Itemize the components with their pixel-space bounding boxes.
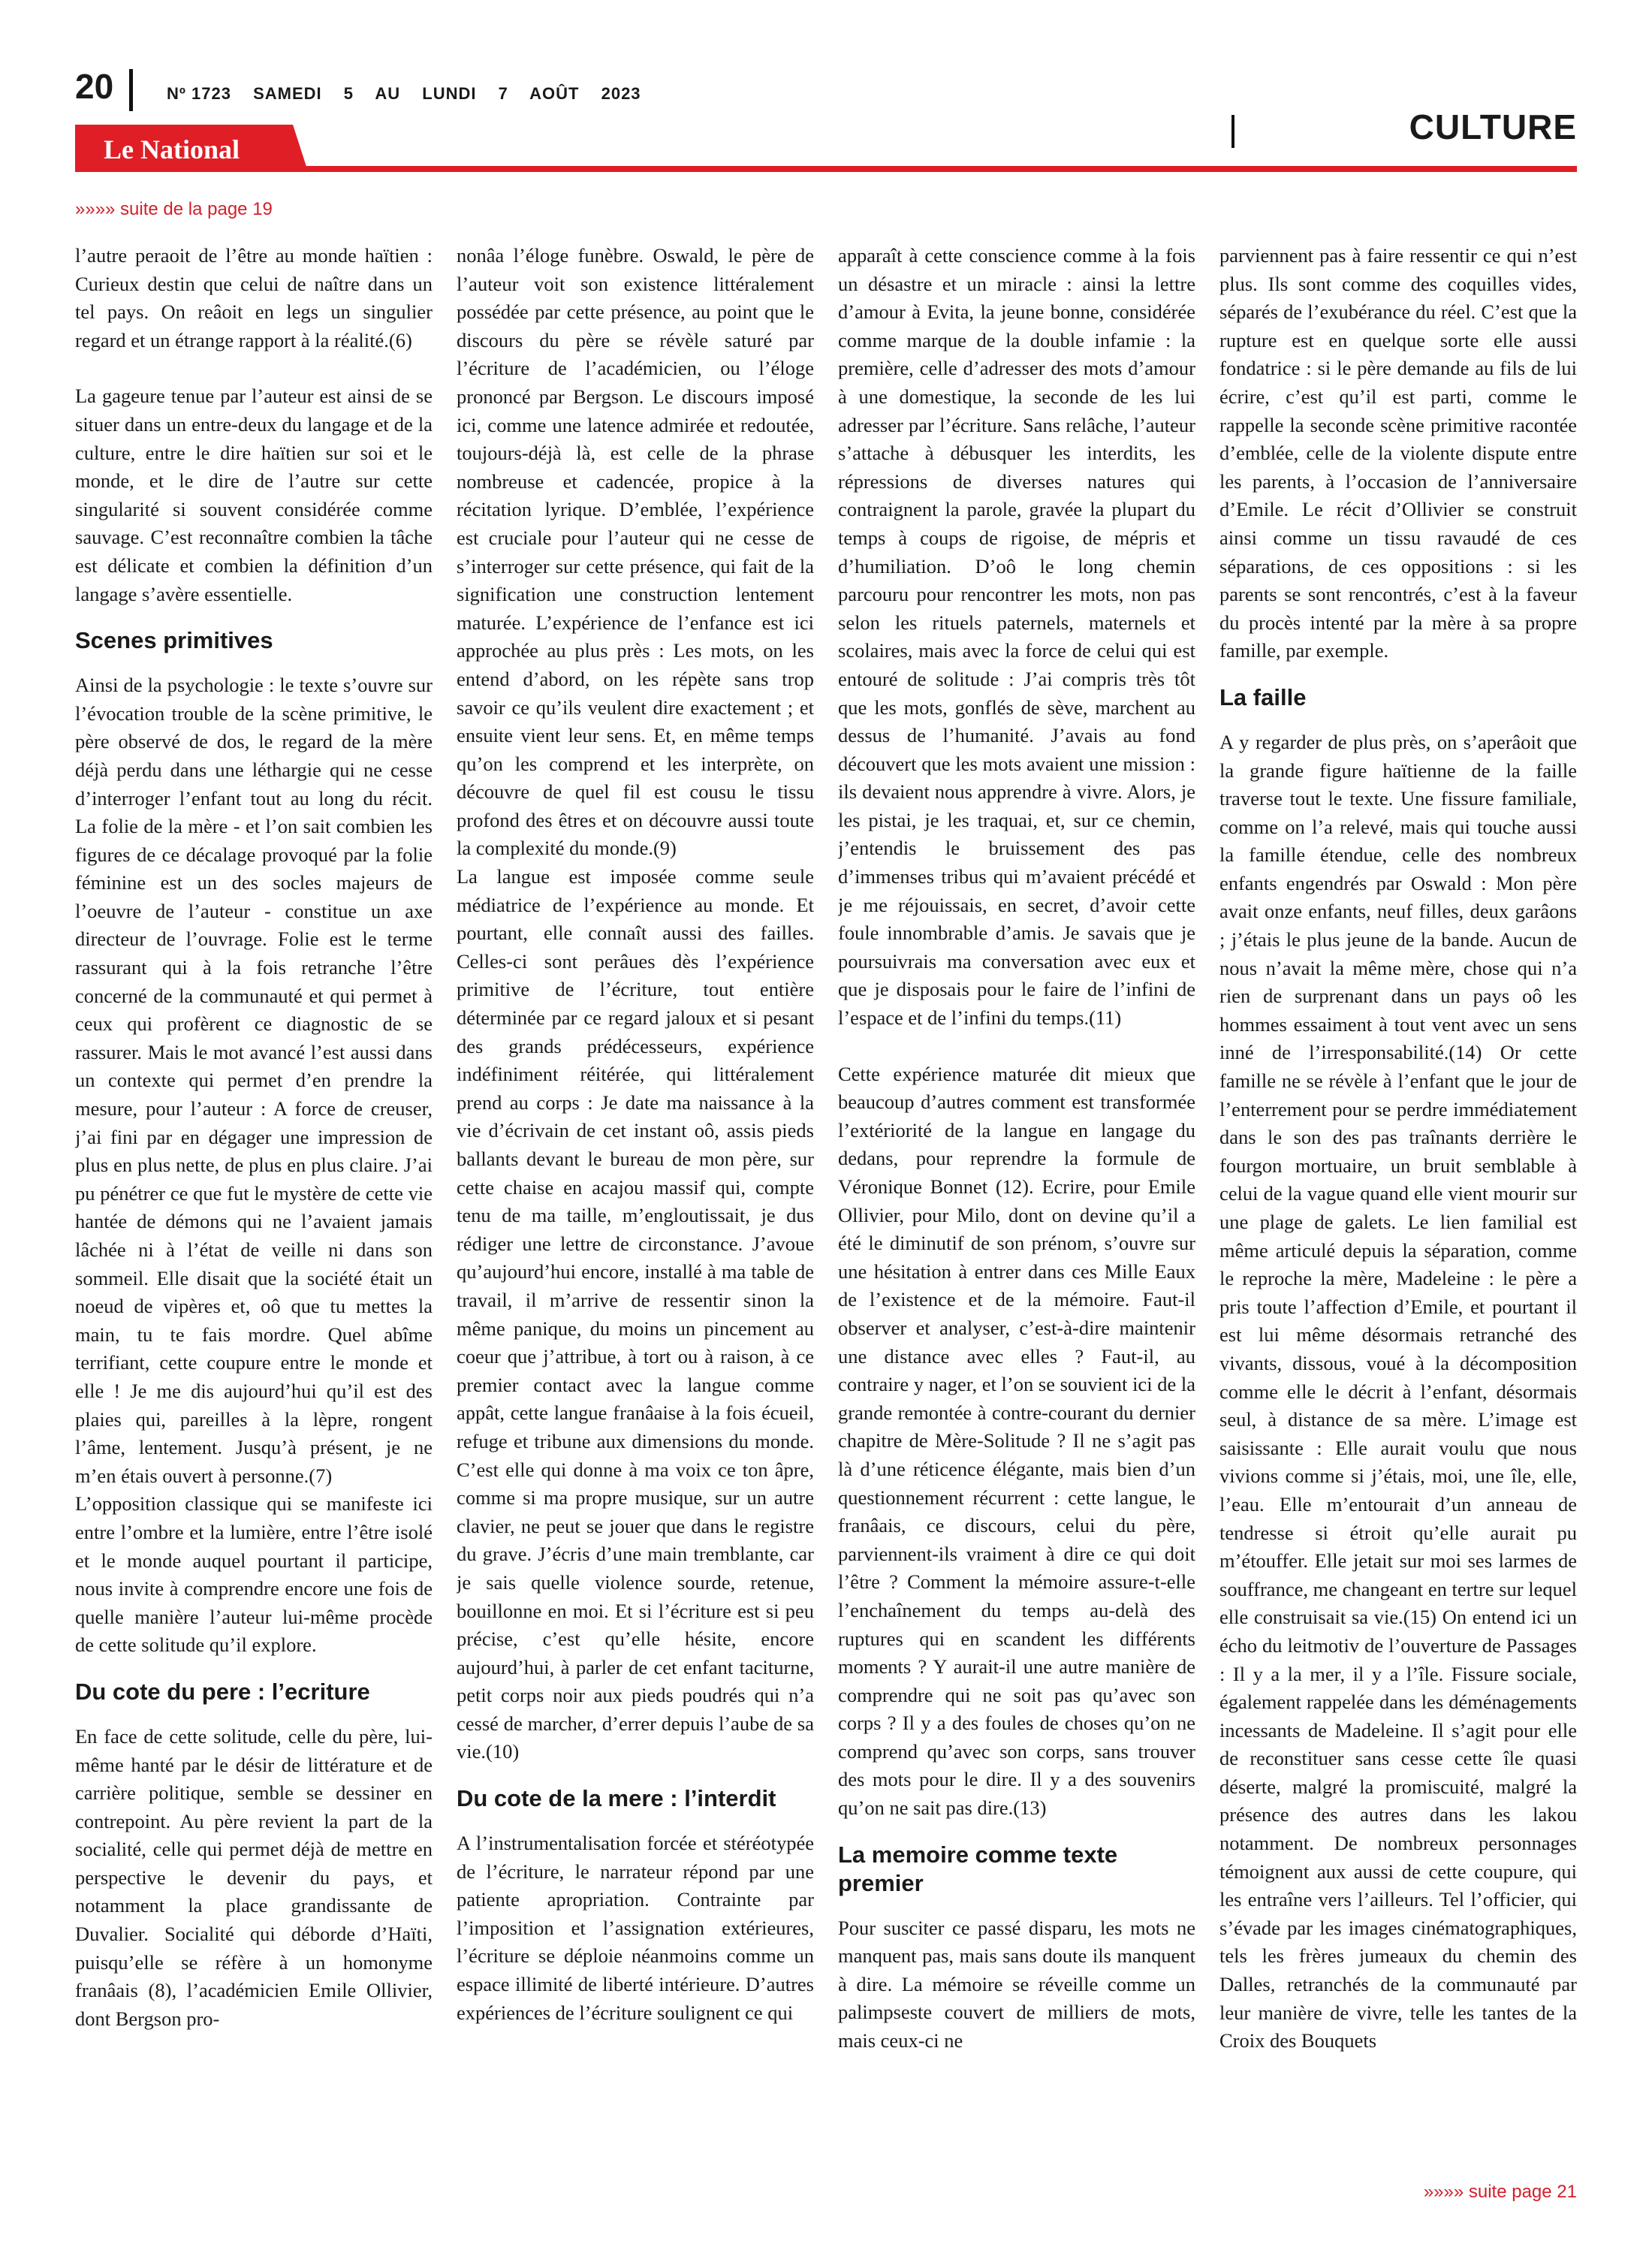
section-divider bbox=[1231, 115, 1234, 148]
paragraph: La langue est imposée comme seule médiatrice de l’expérience au monde. Et pourtant, elle connaît aussi des failles. Celles-ci sont perâues dès l’expérience primitive de l’écriture, tout entière déterminée par ce regard jaloux et si pesant des grands prédécesseurs, expérience indéfiniment réitérée, qui littéralement prend au corps : Je date ma naissance à la vie d’écrivain de cet instant oô, assis pieds ballants devant le bureau de mon père, sur cette chaise en acajou massif qui, compte tenu de ma taille, m’engloutissait, je dus rédiger une lettre de circonstance. J’avoue qu’aujourd’hui encore, installé à ma table de travail, il m’arrive de ressentir sinon la même panique, du moins un pincement au coeur que j’attribue, à tort ou à raison, à ce premier contact avec la langue comme appât, cette langue franâaise à la fois écueil, refuge et tribune aux dimensions du monde. C’est elle qui donne à ma voix ce ton âpre, comme si ma propre musique, sur un autre clavier, ne peut se jouer que dans le registre du grave. J’écris d’une main tremblante, car je sais quelle violence sourde, retenue, bouillonne en moi. Et si l’écriture est si peu précise, c’est qu’elle hésite, encore aujourd’hui, à parler de cet enfant taciturne, petit corps noir aux pieds poudrés qui n’a cessé de marcher, d’errer depuis l’aube de sa vie.(10) bbox=[457, 865, 814, 1763]
date-day-end: LUNDI bbox=[422, 84, 477, 103]
date-day-start: SAMEDI bbox=[253, 84, 322, 103]
subheading-la-memoire: La memoire comme texte premier bbox=[838, 1841, 1118, 1896]
masthead-logo: Le National bbox=[104, 134, 240, 164]
paragraph: l’autre peraoit de l’être au monde haïtien : Curieux destin que celui de naître dans un tel pays. On reâoit en legs un singulier regard et un étrange rapport à la réalité.(6) bbox=[75, 244, 433, 351]
paragraph: L’opposition classique qui se manifeste ici entre l’ombre et la lumière, entre l’être isolé et le monde auquel pourtant il participe, nous invite à comprendre encore une fois de quelle manière l’auteur lui-même procède de cette solitude qu’il explore. bbox=[75, 1492, 433, 1657]
paragraph: apparaît à cette conscience comme à la fois un désastre et un miracle : ainsi la lettre d’amour à Evita, la jeune bonne, considérée comme marque de la double infamie : la première, celle d’adresser des mots d’amour à une domestique, la seconde de les lui adresser par l’écriture. Sans relâche, l’auteur s’attache à débusquer les interdits, les répressions de diverses natures qui contraignent la parole, gravée la plupart du temps à coups de rigoise, de mépris et d’humiliation. D’oô le long chemin parcouru pour rencontrer les mots, non pas selon les rituels paternels, maternels et scolaires, mais avec la force de celui qui est entouré de solitude : J’ai compris très tôt que les mots, gonflés de sève, marchent au dessus de l’humanité. J’avais au fond découvert que les mots avaient une mission : ils devaient nous apprendre à vivre. Alors, je les pistai, je les traquai, et, sur ce chemin, j’entendis le bruissement des pas d’immenses tribus qui m’avaient précédé et je me réjouissais, en secret, d’avoir cette foule innombrable d’amis. Je savais que je poursuivrais ma conversation avec eux et que je disposais pour le faire de l’infini de l’espace et de l’infini du temps.(11) bbox=[838, 244, 1195, 1030]
paragraph: La gageure tenue par l’auteur est ainsi de se situer dans un entre-deux du langage et de la culture, entre le dire haïtien sur soi et le monde, et le dire de l’autre sur cette singularité si souvent considérée comme sauvage. C’est reconnaître combien la tâche est délicate et combien la définition d’un langage s’avère essentielle. bbox=[75, 385, 433, 605]
paragraph: nonâa l’éloge funèbre. Oswald, le père de l’auteur voit son existence littéralement possédée par cette présence, au point que le discours du père se révèle saturé par l’écriture de l’académicien, ou l’éloge prononcé par Bergson. Le discours imposé ici, comme une latence admirée et redoutée, toujours-déjà là, est celle de la phrase nombreuse et cadencée, propice à la récitation lyrique. D’emblée, l’expérience est cruciale pour l’auteur qui ne cesse de s’interroger sur cette présence, qui fait de la signification une construction lentement maturée. L’expérience de l’enfance est ici approchée au plus près : Les mots, on les entend d’abord, on les répète sans trop savoir ce qu’ils veulent dire exactement ; et ensuite vient leur sens. Et, en même temps qu’on les comprend et les interprète, on découvre de quel fil est cousu le tissu profond des êtres et on découvre aussi toute la complexité du monde.(9) bbox=[457, 244, 814, 860]
page-number: 20 bbox=[75, 67, 114, 106]
paragraph: A y regarder de plus près, on s’aperâoit que la grande figure haïtienne de la faille traverse tout le texte. Une fissure familiale, comme on l’a relevé, mais qui touche aussi la famille étendue, celle des nombreux enfants engendrés par Oswald : Mon père avait onze enfants, neuf filles, deux garâons ; j’étais le plus jeune de la bande. Aucun de nous n’avait la même mère, chose qui n’a rien de surprenant dans un pays oô les hommes essaiment à tout vent avec un sens inné de l’irresponsabilité.(14) Or cette famille ne se révèle à l’enfant que le jour de l’enterrement pour se perdre immédiatement dans le son des pas traînants derrière le fourgon mortuaire, un bruit semblable à celui de la vague quand elle vient mourir sur une plage de galets. Le lien familial est même articulé depuis la séparation, comme le reproche la mère, Madeleine : le père a pris toute l’affection d’Emile, et pourtant il est lui même désormais retranché des vivants, dissous, voué à la décomposition comme elle le décrit à l’enfant, désormais seul, à distance de sa mère. L’image est saisissante : Elle aurait voulu que nous vivions comme si j’étais, moi, une île, elle, l’eau. Elle m’entourait d’un anneau de tendresse si étroit qu’elle aurait pu m’étouffer. Elle jetait sur moi ses larmes de souffrance, me changeant en tertre sur lequel elle construisait sa vie.(15) On entend ici un écho du leitmotiv de l’ouverture de Passages : Il y a la mer, il y a l’île. Fissure sociale, également rappelée dans les déménagements incessants de Madeleine. Il s’agit pour elle de reconstituer sans cesse cette île quasi déserte, malgré la promiscuité, malgré la présence des autres dans les lakou notamment. De nombreux personnages témoignent aux aussi de cette coupure, qui les entraîne vers l’ailleurs. Tel l’officier, qui s’évade par les images cinématographiques, tels les frères jumeaux du chemin des Dalles, retranchés de la communauté par leur manière de vivre, telle les tantes de la Croix des Bouquets bbox=[1219, 730, 1577, 2052]
article-column-2 bbox=[457, 242, 814, 2179]
continued-from-link[interactable]: »»»» suite de la page 19 bbox=[75, 199, 273, 219]
page-number-divider bbox=[129, 69, 133, 111]
subheading-scenes-primitives: Scenes primitives bbox=[75, 627, 273, 654]
paragraph: parviennent pas à faire ressentir ce qui n’est plus. Ils sont comme des coquilles vides, séparés de l’exubérance du réel. C’est que la rupture est en quelque sorte elle aussi fondatrice : si le père demande au fils de lui écrire, c’est qu’il est parti, comme le rappelle la seconde scène primitive racontée d’emblée, celle de la violente dispute entre les parents, à l’occasion de l’anniversaire d’Emile. Le récit d’Ollivier se construit ainsi comme un tissu ravaudé de ces séparations, de ces oppositions : si les parents se sont rencontrés, c’est à la faveur du procès intenté par la mère à sa propre famille, par exemple. bbox=[1219, 244, 1577, 662]
article-column-3 bbox=[838, 242, 1195, 2179]
paragraph: En face de cette solitude, celle du père, lui-même hanté par le désir de littérature et de carrière politique, semble se dessiner en contrepoint. Au père revient la part de la socialité, celle qui permet déjà de mettre en perspective le devenir du pays, et notamment la place grandissante de Duvalier. Socialité qui déborde d’Haïti, puisqu’elle se réfère à un homonyme franâais (8), l’académicien Emile Ollivier, dont Bergson pro- bbox=[75, 1724, 433, 2030]
date-year: 2023 bbox=[601, 84, 641, 103]
paragraph: Cette expérience maturée dit mieux que beaucoup d’autres comment est transformée l’extériorité de la langue en langage du dedans, pour reprendre la formule de Véronique Bonnet (12). Ecrire, pour Emile Ollivier, pour Milo, dont on devine qu’il a été le diminutif de son prénom, s’ouvre sur une hésitation à entrer dans ces Mille Eaux de l’existence et de la mémoire. Faut-il observer et analyser, c’est-à-dire maintenir une distance avec elles ? Faut-il, au contraire y nager, et l’on se souvient ici de la grande remontée à contre-courant du dernier chapitre de Mère-Solitude ? Il ne s’agit pas là d’une réticence élégante, mais bien d’un questionnement récurrent : cette langue, le franâais, ce discours, celui du père, parviennent-ils vraiment à dire ce qui doit l’être ? Comment la mémoire assure-t-elle l’enchaînement du temps au-delà des ruptures qui en scandent les différents moments ? Y aurait-il une autre manière de comprendre qui ne soit pas qu’avec son corps ? Il y a des foules de choses qu’on ne comprend qu’avec son corps, sans trouver des mots pour le dire. Il y a des souvenirs qu’on ne sait pas dire.(13) bbox=[838, 1062, 1195, 1820]
date-num-start: 5 bbox=[343, 84, 354, 103]
article-column-1 bbox=[75, 242, 433, 2179]
date-au: AU bbox=[375, 84, 401, 103]
date-month: AOÛT bbox=[529, 84, 580, 103]
continued-to-link[interactable]: »»»» suite page 21 bbox=[1423, 2182, 1577, 2202]
article-column-4 bbox=[1219, 242, 1577, 2179]
section-title: CULTURE bbox=[1409, 107, 1577, 146]
header-rule bbox=[75, 166, 1577, 172]
subheading-du-cote-de-la-mere: Du cote de la mere : l’interdit bbox=[457, 1785, 776, 1812]
masthead-banner bbox=[75, 125, 308, 171]
subheading-la-faille: La faille bbox=[1219, 683, 1307, 710]
paragraph: A l’instrumentalisation forcée et stéréotypée de l’écriture, le narrateur répond par une patiente apropriation. Contrainte par l’imposition et l’assignation extérieures, l’écriture se déploie néanmoins comme un espace illimité de liberté intérieure. D’autres expériences de l’écriture soulignent ce qui bbox=[457, 1832, 814, 2024]
subheading-du-cote-du-pere: Du cote du pere : l’ecriture bbox=[75, 1678, 370, 1705]
issue-number: Nº 1723 bbox=[167, 84, 231, 103]
date-num-end: 7 bbox=[498, 84, 508, 103]
paragraph: Pour susciter ce passé disparu, les mots ne manquent pas, mais sans doute ils manquent à dire. La mémoire se réveille comme un palimpseste couvert de milliers de mots, mais ceux-ci ne bbox=[838, 1916, 1195, 2052]
issue-info bbox=[167, 84, 658, 104]
paragraph: Ainsi de la psychologie : le texte s’ouvre sur l’évocation trouble de la scène primitive, le père observé de dos, le regard de la mère déjà perdu dans une léthargie qui ne cesse d’interroger l’enfant tout au long du récit. La folie de la mère - et l’on sait combien les figures de ce décalage provoqué par la folie féminine est un des socles majeurs de l’oeuvre de l’auteur - constitue un axe directeur de l’ouvrage. Folie est le terme rassurant qui à la fois retranche l’être concerné de la communauté et qui permet à ceux qui profèrent ce diagnostic de se rassurer. Mais le mot avancé l’est aussi dans un contexte qui permet d’en prendre la mesure, pour l’auteur : A force de creuser, j’ai fini par en dégager une impression de plus en plus nette, de plus en plus claire. J’ai pu pénétrer ce que fut le mystère de cette vie hantée de démons qui ne l’avaient jamais lâchée ni à l’état de veille ni dans son sommeil. Elle disait que la société était un noeud de vipères et, oô que tu mettes la main, tu te fais mordre. Quel abîme terrifiant, cette coupure entre le monde et elle ! Je me dis aujourd’hui qu’il est des plaies qui, pareilles à la lèpre, rongent l’âme, lentement. Jusqu’à présent, je ne m’en étais ouvert à personne.(7) bbox=[75, 674, 433, 1487]
